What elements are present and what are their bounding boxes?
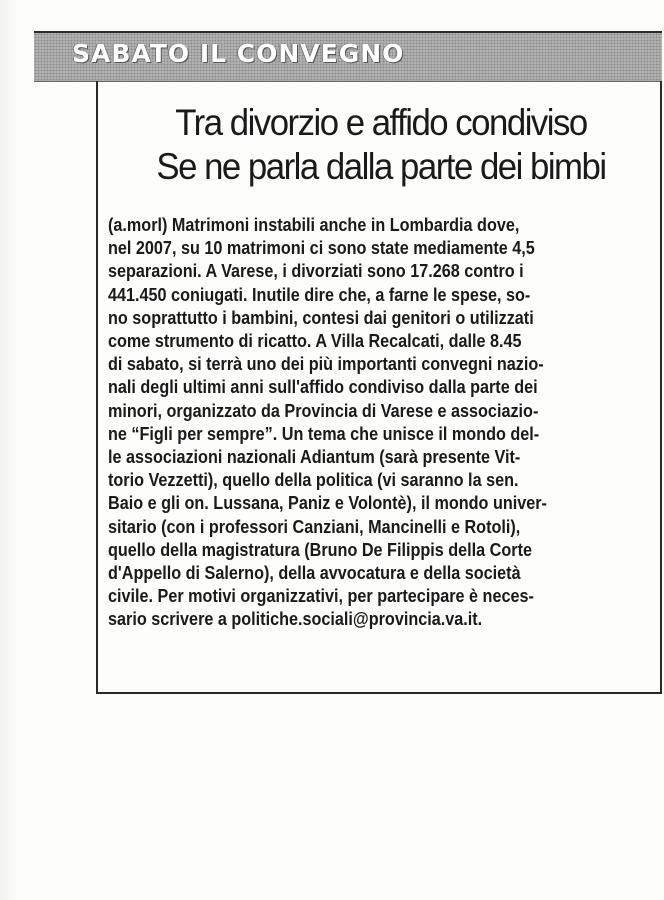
headline [115,101,647,189]
body-line: 441.450 coniugati. Inutile dire che, a farne le spese, so- [108,284,531,305]
kicker-label: SABATO IL CONVEGNO [72,39,405,68]
body-line: di sabato, si terrà uno dei più importanti convegni nazio- [108,354,544,375]
body-line: ne “Figli per sempre”. Un tema che unisce il mondo del- [108,423,540,444]
body-line: nel 2007, su 10 matrimoni ci sono state mediamente 4,5 [108,238,535,259]
body-line: quello della magistratura (Bruno De Filippis della Corte [108,539,532,560]
body-line: civile. Per motivi organizzativi, per partecipare è neces- [108,586,534,607]
body-line: d'Appello di Salerno), della avvocatura e della società [108,563,521,584]
headline-line-1: Tra divorzio e affido condiviso [175,102,587,143]
body-line: sitario (con i professori Canziani, Mancinelli e Rotoli), [108,516,521,537]
article-body [108,214,576,632]
body-line: minori, organizzato da Provincia di Varese e associazio- [108,400,539,421]
body-line: nali degli ultimi anni sull'affido condiviso dalla parte dei [108,377,538,398]
newspaper-clipping [34,31,662,692]
body-line: no soprattutto i bambini, contesi dai genitori o utilizzati [108,307,534,328]
body-line: le associazioni nazionali Adiantum (sarà presente Vit- [108,447,521,468]
scan-edge-shadow [0,0,18,900]
body-line: sario scrivere a politiche.sociali@provincia.va.it. [108,609,483,630]
body-line: come strumento di ricatto. A Villa Recalcati, dalle 8.45 [108,331,522,352]
body-line: separazioni. A Varese, i divorziati sono 17.268 contro i [108,261,524,282]
article-box [96,81,662,694]
body-line: Baio e gli on. Lussana, Paniz e Volontè), il mondo univer- [108,493,547,514]
kicker-band [34,33,662,82]
headline-line-2: Se ne parla dalla parte dei bimbi [156,146,606,187]
body-line: (a.morl) Matrimoni instabili anche in Lombardia dove, [108,215,520,235]
body-line: torio Vezzetti), quello della politica (vi saranno la sen. [108,470,519,491]
